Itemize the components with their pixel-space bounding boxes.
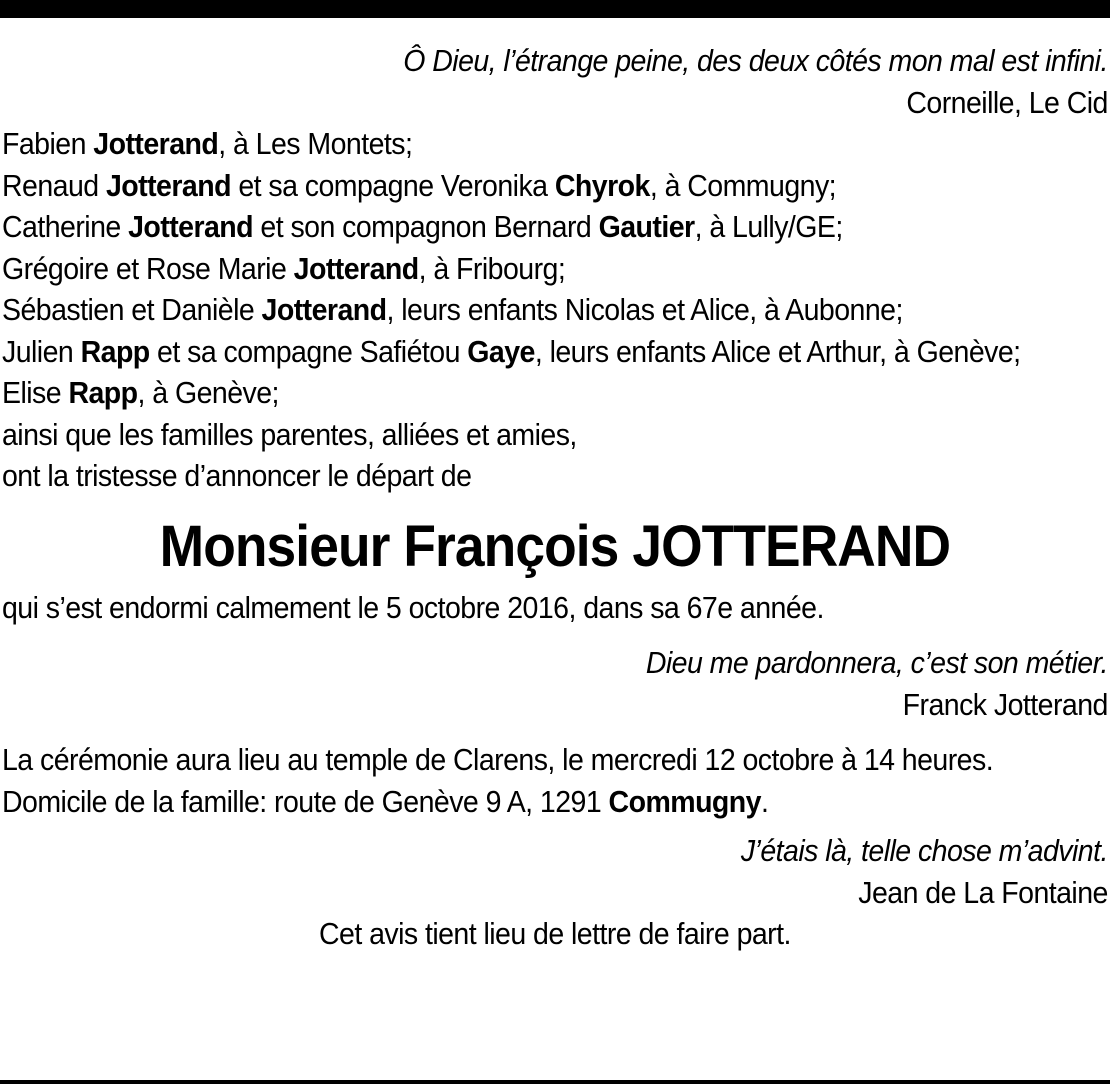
family-line: Grégoire et Rose Marie Jotterand, à Fribourg; bbox=[2, 250, 566, 286]
family-surname: Rapp bbox=[80, 333, 150, 369]
announcement-line: ont la tristesse d’annoncer le départ de bbox=[2, 458, 472, 493]
family-surname: Chyrok bbox=[554, 167, 650, 203]
bottom-rule bbox=[0, 1080, 1110, 1084]
obituary-notice bbox=[2, 40, 1108, 955]
domicile-line: Domicile de la famille: route de Genève 9 A, 1291 Commugny. bbox=[2, 783, 769, 819]
family-line: Julien Rapp et sa compagne Safiétou Gaye, leurs enfants Alice et Arthur, à Genève; bbox=[2, 333, 1021, 369]
family-line: Fabien Jotterand, à Les Montets; bbox=[2, 126, 413, 161]
family-line: Elise Rapp, à Genève; bbox=[2, 375, 279, 410]
family-line: Catherine Jotterand et son compagnon Bernard Gautier, à Lully/GE; bbox=[2, 209, 843, 244]
closing-family-line: ainsi que les familles parentes, alliées et amies, bbox=[2, 416, 577, 452]
top-rule bbox=[0, 0, 1110, 18]
family-surname: Jotterand bbox=[261, 292, 387, 327]
epigraph-quote-3: J’étais là, telle chose m’advint. bbox=[740, 833, 1108, 868]
footer-note: Cet avis tient lieu de lettre de faire part. bbox=[318, 916, 791, 951]
family-list bbox=[2, 123, 1108, 414]
family-line: Renaud Jotterand et sa compagne Veronika Chyrok, à Commugny; bbox=[2, 167, 837, 203]
family-surname: Rapp bbox=[68, 375, 138, 410]
epigraph-quote-2: Dieu me pardonnera, c’est son métier. bbox=[645, 645, 1108, 680]
epigraph-quote-1: Ô Dieu, l’étrange peine, des deux côtés mon mal est infini. bbox=[403, 43, 1108, 78]
family-surname: Jotterand bbox=[293, 250, 419, 286]
family-surname: Jotterand bbox=[105, 167, 231, 203]
family-line: Sébastien et Danièle Jotterand, leurs enfants Nicolas et Alice, à Aubonne; bbox=[2, 292, 903, 327]
epigraph-author-2: Franck Jotterand bbox=[902, 686, 1108, 722]
deceased-name: Monsieur François JOTTERAND bbox=[159, 513, 951, 579]
epigraph-author-3: Jean de La Fontaine bbox=[858, 874, 1108, 910]
family-surname: Jotterand bbox=[128, 209, 254, 244]
family-surname: Jotterand bbox=[93, 126, 219, 161]
family-surname: Gaye bbox=[467, 333, 535, 369]
ceremony-text: La cérémonie aura lieu au temple de Clarens, le mercredi 12 octobre à 14 heures. bbox=[2, 742, 994, 777]
family-surname: Gautier bbox=[598, 209, 695, 244]
domicile-town: Commugny bbox=[608, 783, 761, 819]
death-line: qui s’est endormi calmement le 5 octobre 2016, dans sa 67e année. bbox=[2, 589, 824, 625]
epigraph-author-1: Corneille, Le Cid bbox=[906, 84, 1108, 120]
